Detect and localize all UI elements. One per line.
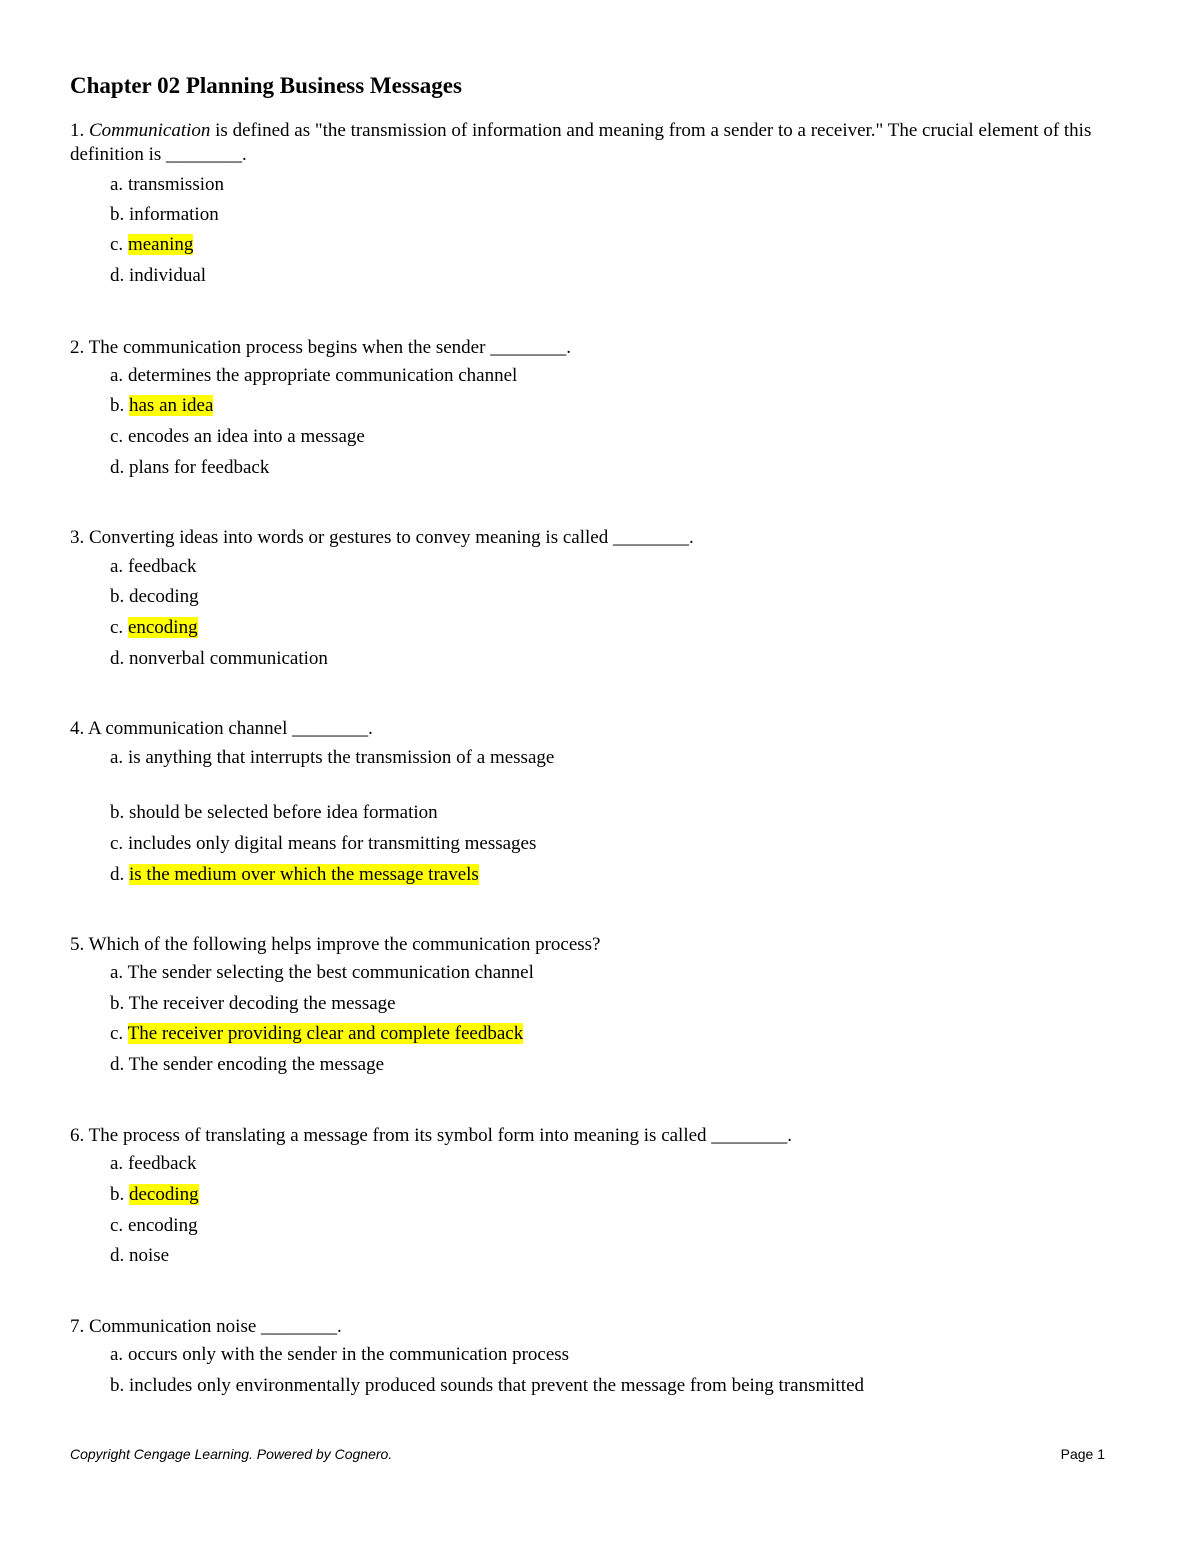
question-text: Communication noise ________.	[89, 1316, 342, 1337]
option-5d: d. The sender encoding the message	[110, 1054, 385, 1075]
question-text: is defined as "the transmission of information and meaning from a sender to a receiver." The crucial element of this definition is ________.	[70, 120, 1092, 165]
highlighted-answer: is the medium over which the message travels	[129, 864, 479, 885]
question-number: 3.	[70, 527, 85, 548]
highlighted-answer: has an idea	[129, 395, 214, 416]
option-4d: d. is the medium over which the message travels	[110, 864, 479, 885]
option-2c: c. encodes an idea into a message	[110, 426, 365, 447]
option-text: includes only environmentally produced sounds that prevent the message from being transmitted	[129, 1375, 865, 1396]
option-text: plans for feedback	[129, 457, 270, 478]
option-text: is anything that interrupts the transmission of a message	[127, 747, 555, 768]
question-3	[70, 526, 1120, 550]
question-text: Converting ideas into words or gestures to convey meaning is called ________.	[89, 527, 694, 548]
question-5	[70, 933, 1120, 957]
question-number: 4.	[70, 718, 85, 739]
option-text: The receiver decoding the message	[128, 993, 396, 1014]
option-text: should be selected before idea formation	[129, 802, 438, 823]
option-text: The sender selecting the best communication channel	[127, 962, 534, 983]
footer-page-number: Page 1	[1060, 1446, 1105, 1462]
question-number: 1.	[70, 120, 85, 141]
option-6d: d. noise	[110, 1245, 170, 1266]
question-text: Which of the following helps improve the communication process?	[88, 934, 601, 955]
question-text: The communication process begins when the sender ________.	[88, 337, 571, 358]
highlighted-answer: The receiver providing clear and complete feedback	[127, 1023, 524, 1044]
option-1d: d. individual	[110, 265, 207, 286]
option-text: information	[129, 204, 219, 225]
option-6b: b. decoding	[110, 1184, 199, 1205]
option-4a: a. is anything that interrupts the transmission of a message	[110, 747, 555, 768]
option-5c: c. The receiver providing clear and complete feedback	[110, 1023, 524, 1044]
highlighted-answer: encoding	[127, 617, 198, 638]
option-text: encoding	[127, 1215, 198, 1236]
option-6a: a. feedback	[110, 1153, 197, 1174]
option-text: transmission	[127, 174, 224, 195]
option-2b: b. has an idea	[110, 395, 214, 416]
option-text: encodes an idea into a message	[127, 426, 365, 447]
option-7b: b. includes only environmentally produced sounds that prevent the message from being transmitted	[110, 1375, 865, 1396]
question-number: 7.	[70, 1316, 85, 1337]
option-text: The sender encoding the message	[128, 1054, 385, 1075]
option-2d: d. plans for feedback	[110, 457, 270, 478]
footer-copyright: Copyright Cengage Learning. Powered by Cognero.	[70, 1446, 393, 1462]
option-4b: b. should be selected before idea formation	[110, 802, 438, 823]
option-text: decoding	[129, 586, 199, 607]
highlighted-answer: meaning	[127, 234, 194, 255]
question-4	[70, 717, 1120, 741]
question-6	[70, 1124, 1120, 1148]
option-4c: c. includes only digital means for transmitting messages	[110, 833, 537, 854]
option-1c: c. meaning	[110, 234, 194, 255]
question-number: 2.	[70, 337, 85, 358]
question-1	[70, 119, 1120, 167]
question-number: 5.	[70, 934, 85, 955]
option-7a: a. occurs only with the sender in the communication process	[110, 1344, 570, 1365]
question-text: A communication channel ________.	[87, 718, 373, 739]
highlighted-answer: decoding	[129, 1184, 199, 1205]
option-3a: a. feedback	[110, 556, 197, 577]
question-number: 6.	[70, 1125, 85, 1146]
option-1a: a. transmission	[110, 174, 224, 195]
option-text: determines the appropriate communication channel	[127, 365, 518, 386]
question-2	[70, 336, 1120, 360]
option-text: individual	[129, 265, 207, 286]
option-text: nonverbal communication	[129, 648, 328, 669]
option-3d: d. nonverbal communication	[110, 648, 328, 669]
option-5a: a. The sender selecting the best communication channel	[110, 962, 534, 983]
option-3c: c. encoding	[110, 617, 198, 638]
option-text: noise	[129, 1245, 170, 1266]
option-1b: b. information	[110, 204, 219, 225]
option-text: includes only digital means for transmitting messages	[127, 833, 537, 854]
question-emphasis: Communication	[89, 120, 211, 141]
question-text: The process of translating a message from its symbol form into meaning is called ________.	[88, 1125, 793, 1146]
page-title: Chapter 02 Planning Business Messages	[70, 73, 462, 98]
option-text: occurs only with the sender in the communication process	[127, 1344, 570, 1365]
option-5b: b. The receiver decoding the message	[110, 993, 396, 1014]
option-3b: b. decoding	[110, 586, 199, 607]
question-7	[70, 1315, 1120, 1339]
option-2a: a. determines the appropriate communication channel	[110, 365, 518, 386]
option-text: feedback	[127, 556, 197, 577]
option-text: feedback	[127, 1153, 197, 1174]
option-6c: c. encoding	[110, 1215, 198, 1236]
